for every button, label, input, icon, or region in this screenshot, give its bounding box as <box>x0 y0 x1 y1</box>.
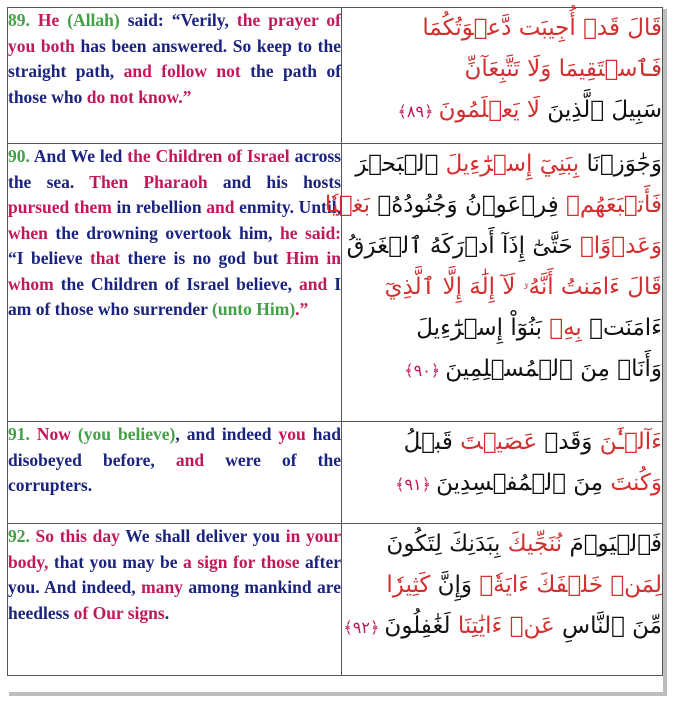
verses-table <box>7 7 663 676</box>
arabic-line <box>342 606 662 648</box>
arabic-segment: بِبَنِيٓ إِسۡرَٰٓءِيلَ <box>445 151 580 177</box>
verse-row-89 <box>8 8 663 144</box>
arabic-segment: عَصَيۡتَ <box>460 429 538 455</box>
arabic-segment: فَٱسۡتَقِيمَا وَلَا تَتَّبِعَآنِّ <box>464 56 662 82</box>
arabic-segment: لَغَٰفِلُونَ <box>384 613 458 639</box>
arabic-line <box>342 422 662 463</box>
english-translation-91 <box>8 422 342 524</box>
translation-segment: the Children of Israel believe, <box>53 273 299 294</box>
arabic-segment: بَنُوٓاْ إِسۡرَٰٓءِيلَ <box>416 315 550 341</box>
translation-segment: said: “Verily, <box>119 10 237 30</box>
english-translation-89 <box>8 8 342 144</box>
translation-segment: after you. And indeed, <box>8 551 341 597</box>
verse-number: 90. <box>8 146 30 166</box>
arabic-line <box>324 185 662 226</box>
translation-segment: he said: <box>280 222 342 243</box>
ayah-end-marker: ﴿٩١﴾ <box>395 475 437 494</box>
translation-segment: So this day <box>29 526 126 546</box>
arabic-segment: مِنَ ٱلۡمُفۡسِدِينَ <box>436 470 611 496</box>
arabic-text-89 <box>342 8 663 144</box>
arabic-line <box>342 8 662 49</box>
translation-segment: and <box>298 273 328 294</box>
arabic-segment: ءَآلۡـَٰٔنَ <box>599 429 662 455</box>
translation-segment: and <box>206 197 235 217</box>
translation-segment: (Allah) <box>67 10 120 30</box>
arabic-segment: قَبۡلُ <box>403 429 461 455</box>
arabic-segment: بِبَدَنِكَ <box>441 531 508 557</box>
arabic-segment: مِّنَ ٱلنَّاسِ <box>554 613 662 639</box>
translation-segment: were of the corrupters. <box>8 449 342 495</box>
arabic-segment: ٱلۡبَحۡرَ <box>355 151 446 177</box>
translation-segment: Then Pharaoh <box>89 171 208 192</box>
translation-segment: when <box>8 222 48 243</box>
translation-segment: has been answered. So keep to the straight path, <box>8 35 341 81</box>
translation-segment: and follow not <box>123 61 241 81</box>
translation-segment: enmity. Until, <box>234 197 341 217</box>
verse-row-91 <box>8 422 663 524</box>
verse-row-92 <box>8 524 663 676</box>
arabic-segment: كَثِيرٗا <box>386 572 431 598</box>
translation-segment: that <box>89 248 121 268</box>
arabic-segment: وَأَنَا۠ مِنَ ٱلۡمُسۡلِمِينَ <box>445 356 662 382</box>
arabic-segment: عَنۡ ءَايَٰتِنَا <box>457 613 555 639</box>
translation-segment: in rebellion <box>111 197 207 217</box>
arabic-segment: وَجَٰوَزۡنَا <box>579 151 662 177</box>
arabic-line <box>342 267 662 308</box>
arabic-line <box>342 463 662 505</box>
translation-segment: the Children of Israel <box>127 146 290 166</box>
arabic-line <box>342 90 662 132</box>
translation-segment: the prayer of you both <box>8 10 341 56</box>
translation-segment: .” <box>295 299 309 319</box>
translation-segment: do not know.” <box>86 86 192 107</box>
translation-segment: the path of those who <box>8 61 342 107</box>
translation-segment: . <box>164 602 170 623</box>
translation-segment: We shall deliver you <box>125 526 286 546</box>
arabic-line <box>342 565 662 606</box>
arabic-segment: وَإِنَّ <box>430 572 480 598</box>
arabic-segment: وَقَدۡ <box>537 429 600 455</box>
arabic-line <box>342 49 662 90</box>
arabic-segment: قَالَ ءَامَنتُ أَنَّهُۥ لَآ إِلَٰهَ إِلَّا ٱلَّذِيٓ <box>384 274 662 300</box>
translation-segment: And We led <box>29 146 128 166</box>
arabic-segment: قَالَ قَدۡ أُجِيبَت دَّعۡوَتُكُمَا <box>422 15 662 41</box>
translation-segment: Him in whom <box>8 248 341 294</box>
ayah-end-marker: ﴿٨٩﴾ <box>397 102 439 121</box>
translation-segment: “I believe <box>8 248 90 268</box>
arabic-segment: لِمَنۡ خَلۡفَكَ ءَايَةٗۚ <box>479 572 662 598</box>
arabic-segment: لِتَكُونَ <box>386 531 442 557</box>
arabic-segment: بَغۡيٗا <box>324 192 371 218</box>
translation-segment: of Our signs <box>73 602 165 623</box>
english-translation-92 <box>8 524 342 676</box>
translation-segment: and <box>175 449 205 470</box>
english-translation-90 <box>8 144 342 422</box>
translation-segment: (you believe) <box>77 424 176 444</box>
arabic-segment: حَتَّىٰٓ إِذَآ أَدۡرَكَهُ ٱلۡغَرَقُ <box>346 233 580 259</box>
arabic-line <box>342 226 662 267</box>
arabic-segment: فَٱلۡيَوۡمَ <box>562 531 662 557</box>
arabic-segment: وَكُنتَ <box>610 470 662 496</box>
verse-number: 92. <box>8 526 30 546</box>
arabic-line <box>342 144 662 185</box>
translation-segment: many <box>141 577 183 597</box>
table-shadow-right <box>663 9 667 694</box>
translation-segment: there is no god but <box>120 248 286 268</box>
arabic-text-90 <box>324 144 663 422</box>
translation-segment: a sign for those <box>183 551 300 572</box>
arabic-line <box>342 308 662 349</box>
verse-number: 89. <box>8 10 30 30</box>
translation-segment: that you may be <box>48 551 184 572</box>
arabic-segment: وَعَدۡوًاۖ <box>579 233 662 259</box>
translation-segment: across the sea. <box>8 146 341 192</box>
translation-segment: had disobeyed before, <box>8 424 342 470</box>
table-shadow-bottom <box>9 692 667 696</box>
translation-segment: pursued them <box>8 197 112 217</box>
arabic-segment: بِهِۦ <box>549 315 582 341</box>
ayah-end-marker: ﴿٩٢﴾ <box>343 618 385 637</box>
arabic-segment: فِرۡعَوۡنُ وَجُنُودُهُۥ <box>370 192 567 218</box>
translation-segment: He <box>29 10 68 30</box>
arabic-text-92 <box>342 524 663 676</box>
translation-segment: I am of those who surrender <box>8 273 342 319</box>
arabic-line <box>342 349 662 391</box>
translation-segment: you <box>278 424 306 444</box>
translation-segment: (unto Him) <box>212 299 296 319</box>
arabic-segment: فَأَتۡبَعَهُمۡ <box>566 192 662 218</box>
translation-segment: and his hosts <box>207 171 341 192</box>
arabic-segment: نُنَجِّيكَ <box>507 531 563 557</box>
translation-segment: the drowning overtook him, <box>47 222 281 243</box>
translation-segment: Now <box>29 424 78 444</box>
translation-segment: , and indeed <box>175 424 279 444</box>
ayah-end-marker: ﴿٩٠﴾ <box>404 361 446 380</box>
translation-segment: in your body, <box>8 526 341 572</box>
verse-number: 91. <box>8 424 30 444</box>
arabic-segment: لَا يَعۡلَمُونَ <box>438 97 540 123</box>
arabic-line <box>342 524 662 565</box>
verse-row-90 <box>8 144 663 422</box>
translation-segment: among mankind are heedless <box>8 577 341 623</box>
arabic-segment: ءَامَنَتۡ <box>581 315 662 341</box>
arabic-segment: سَبِيلَ ٱلَّذِينَ <box>540 97 662 123</box>
arabic-text-91 <box>342 422 663 524</box>
